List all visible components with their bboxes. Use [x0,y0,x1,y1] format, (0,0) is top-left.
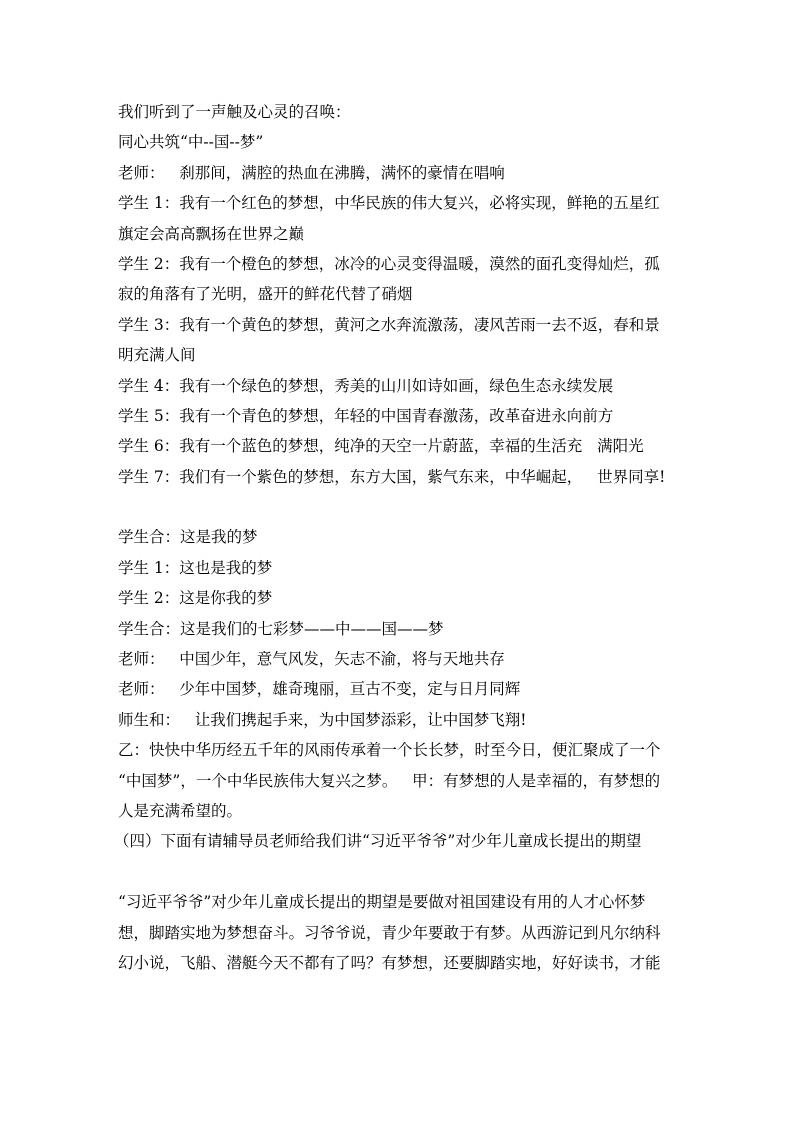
text-line: 学生 2：这是你我的梦 [118,589,273,608]
text-line: 幻小说，飞船、潜艇今天不都有了吗？有梦想，还要脚踏实地，好好读书，才能 [118,953,661,972]
text-line: 旗定会高高飘扬在世界之巅 [118,224,305,243]
text-line: 寂的角落有了光明，盛开的鲜花代替了硝烟 [118,285,413,304]
blank-line [118,492,678,522]
text-line: 学生 6：我有一个蓝色的梦想，纯净的天空一片蔚蓝，幸福的生活充 满阳光 [118,437,644,456]
text-line: 学生 5：我有一个青色的梦想，年轻的中国青春激荡，改革奋进永向前方 [118,406,614,425]
text-line: 同心共筑“中--国--梦” [118,133,264,152]
text-line: 学生 7：我们有一个紫色的梦想，东方大国，紫气东来，中华崛起， 世界同享! [118,467,666,486]
body-text [114,97,678,978]
text-line: 老师： 中国少年，意气风发，矢志不渝，将与天地共存 [118,650,505,669]
text-line: “习近平爷爷”对少年儿童成长提出的期望是要做对祖国建设有用的人才心怀梦 [118,893,646,912]
text-line: 老师： 少年中国梦，雄奇瑰丽，亘古不变，定与日月同辉 [118,680,521,699]
text-line: “中国梦”，一个中华民族伟大复兴之梦。 甲：有梦想的人是幸福的，有梦想的 [118,771,661,790]
text-line: 明充满人间 [118,346,196,365]
text-line: 学生 1：这也是我的梦 [118,558,273,577]
text-line: 学生合：这是我的梦 [118,528,258,547]
text-line: 学生 1：我有一个红色的梦想，中华民族的伟大复兴，必将实现，鲜艳的五星红 [118,194,660,213]
text-line: 老师： 刹那间，满腔的热血在沸腾，满怀的豪情在唱响 [118,163,505,182]
text-line: 乙：快快中华历经五千年的风雨传承着一个长长梦，时至今日，便汇聚成了一个 [118,741,661,760]
text-line: 学生 3：我有一个黄色的梦想，黄河之水奔流激荡，凄风苦雨一去不返，春和景 [118,315,660,334]
text-line: 学生 2：我有一个橙色的梦想，冰冷的心灵变得温暖，漠然的面孔变得灿烂，孤 [118,254,660,273]
text-line: 学生 4：我有一个绿色的梦想，秀美的山川如诗如画，绿色生态永续发展 [118,376,614,395]
section-heading: （四）下面有请辅导员老师给我们讲“习近平爷爷”对少年儿童成长提出的期望 [114,832,642,851]
text-line: 人是充满希望的。 [118,801,243,820]
text-line: 我们听到了一声触及心灵的召唤： [118,103,351,121]
text-line: 想，脚踏实地为梦想奋斗。习爷爷说，青少年要敢于有梦。从西游记到凡尔纳科 [118,923,661,942]
text-line: 师生和： 让我们携起手来，为中国梦添彩，让中国梦飞翔! [118,710,527,729]
text-line: 学生合：这是我们的七彩梦——中——国——梦 [118,619,444,638]
blank-line [118,857,678,887]
